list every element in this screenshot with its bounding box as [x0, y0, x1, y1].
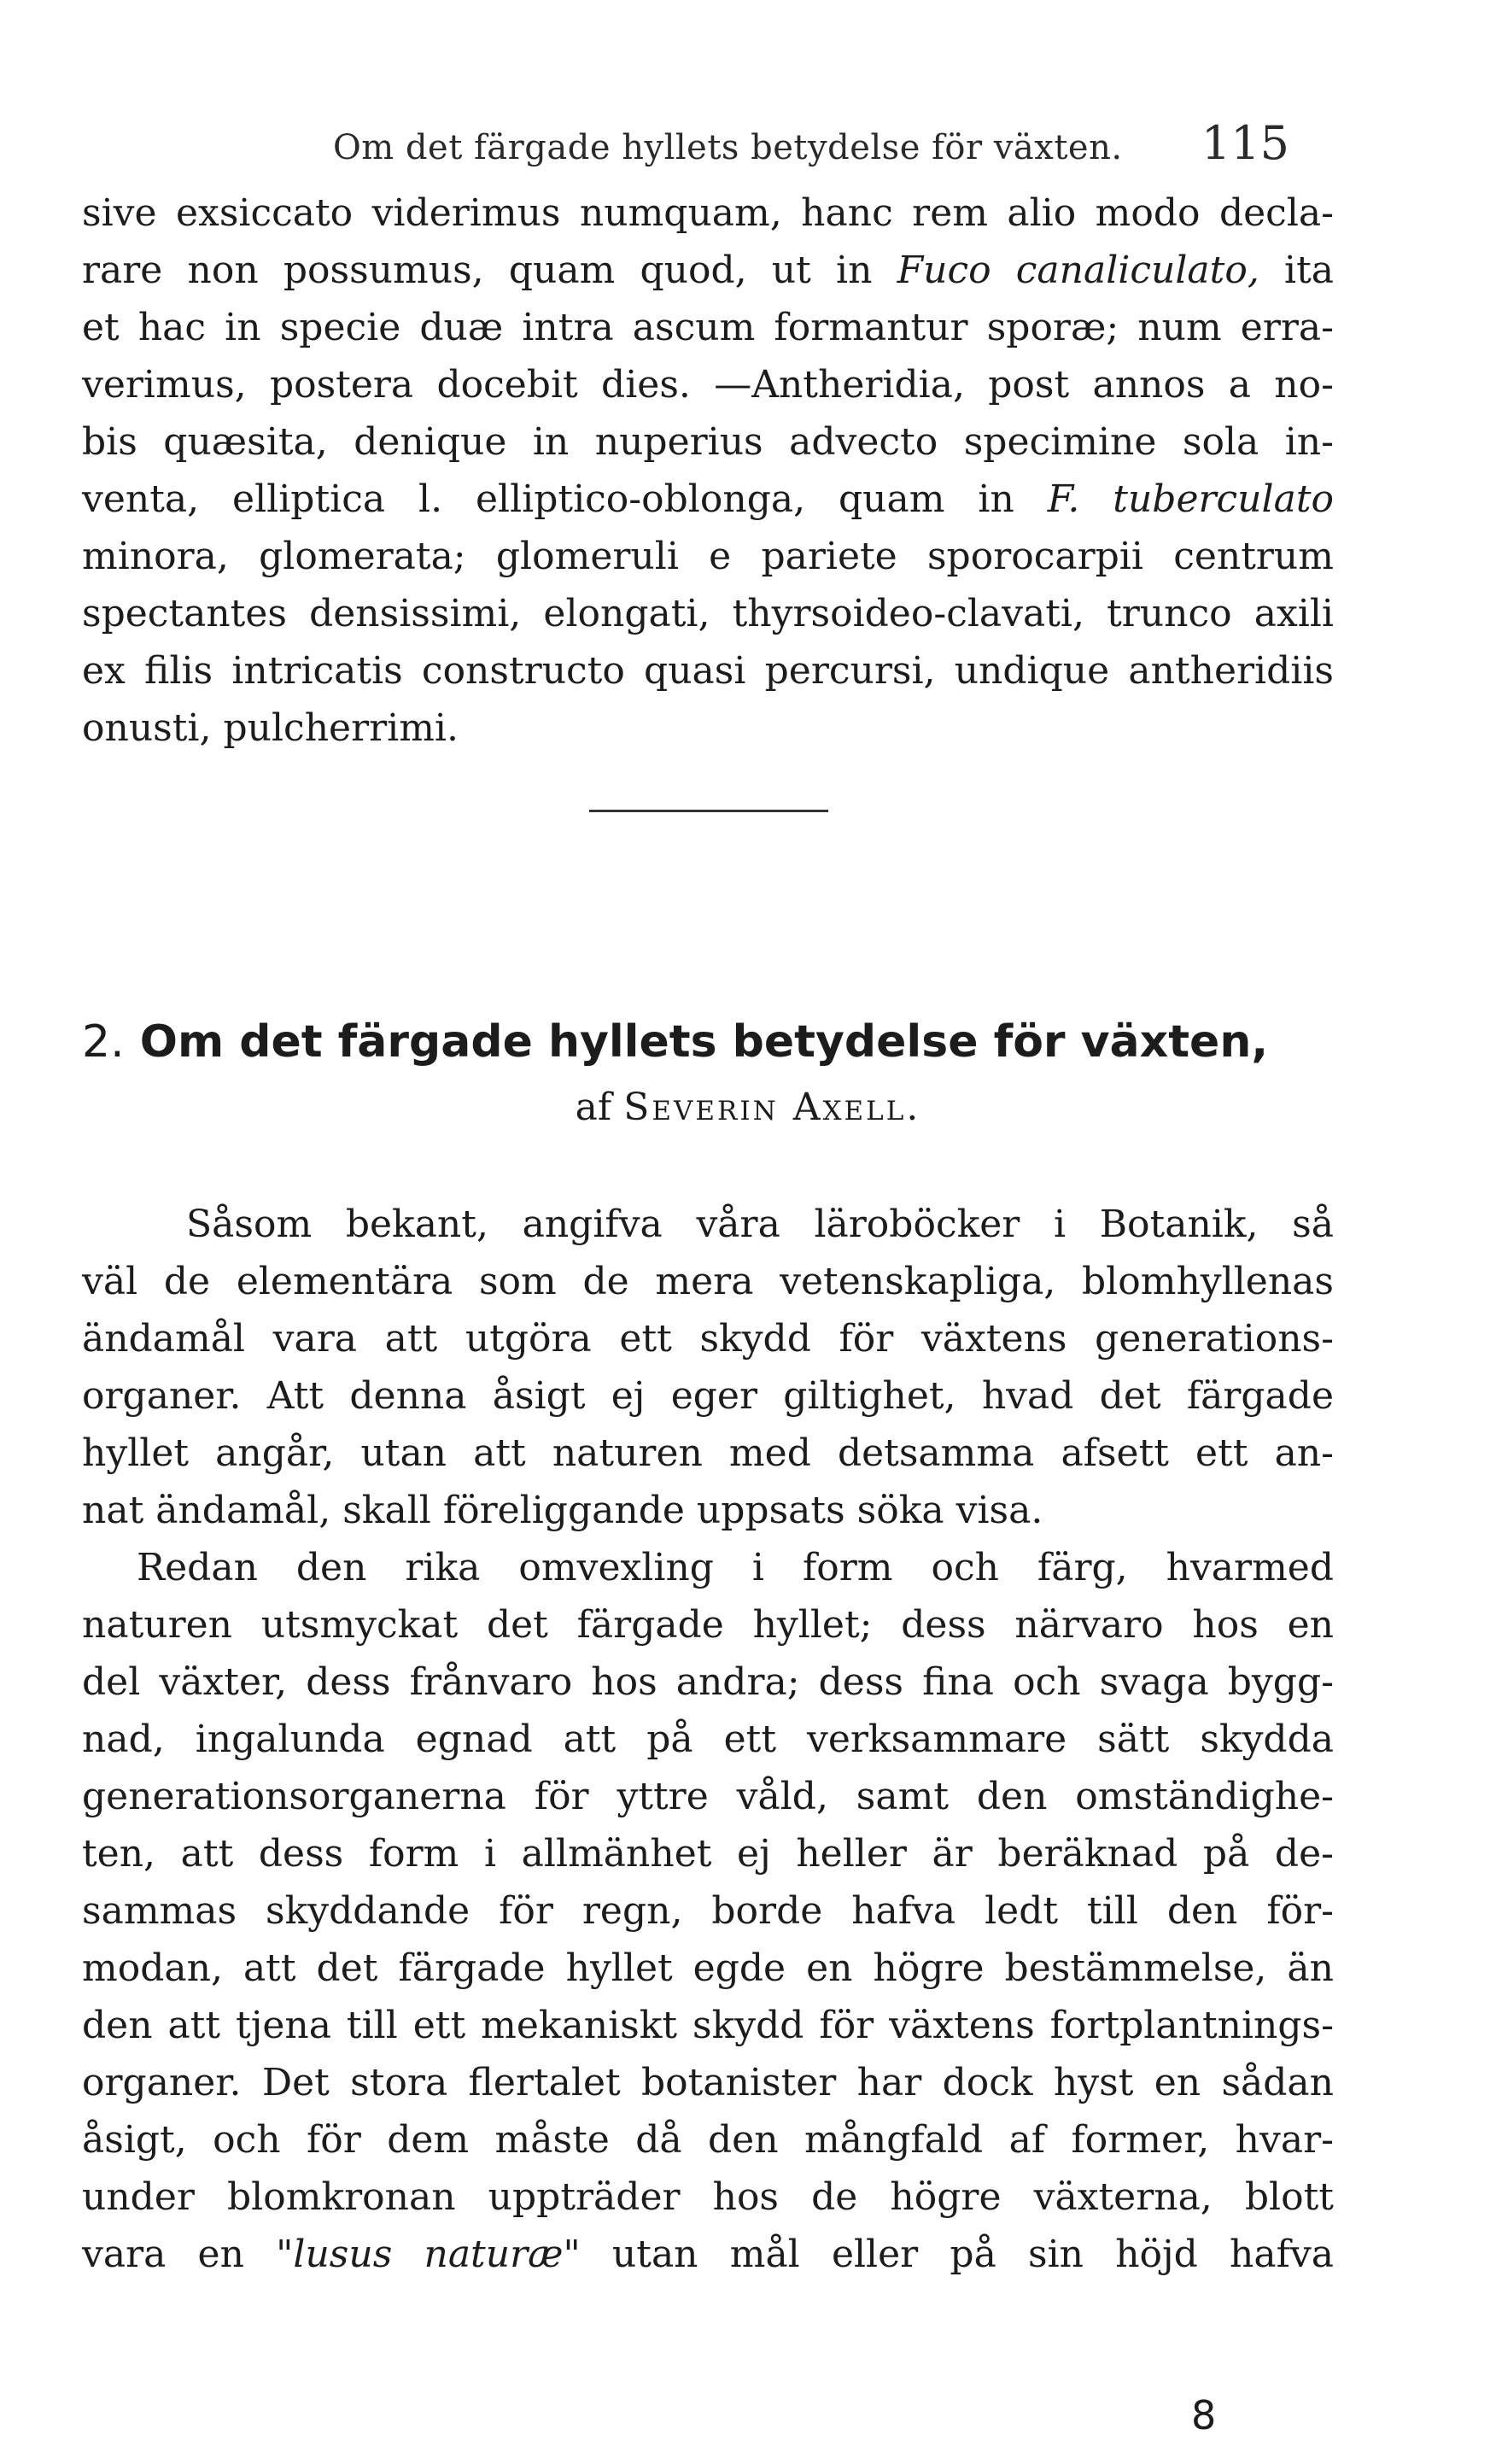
paragraph-first-line: Redan den rika omvexling i form och färg, hvarmed — [137, 1546, 1334, 1589]
author-name: Severin Axell. — [623, 1086, 921, 1129]
signature-mark: 8 — [1191, 2392, 1217, 2438]
text-line: generationsorganerna för yttre våld, samt den omständighe- — [82, 1775, 1334, 1818]
text-line: åsigt, och för dem måste då den mångfald af former, hvar- — [82, 2118, 1334, 2162]
article-title — [82, 1008, 1334, 1076]
text-line: ex filis intricatis constructo quasi percursi, undique antheridiis — [82, 649, 1334, 693]
text-line: hyllet angår, utan att naturen med detsamma afsett ett an- — [82, 1431, 1334, 1475]
paragraph-first-line: Såsom bekant, angifva våra läroböcker i Botanik, så — [186, 1203, 1334, 1246]
page-number: 115 — [1201, 116, 1289, 170]
text-line: vara en "lusus naturæ" utan mål eller på sin höjd hafva — [82, 2233, 1334, 2276]
text-line: naturen utsmyckat det färgade hyllet; dess närvaro hos en — [82, 1603, 1334, 1647]
text-line: under blomkronan uppträder hos de högre växterna, blott — [82, 2175, 1334, 2219]
text-line: sive exsiccato viderimus numquam, hanc rem alio modo decla- — [82, 191, 1334, 235]
text-line: et hac in specie duæ intra ascum formantur sporæ; num erra- — [82, 306, 1334, 349]
text-line: ändamål vara att utgöra ett skydd för växtens generations- — [82, 1317, 1334, 1361]
text-line: venta, elliptica l. elliptico-oblonga, quam in F. tuberculato — [82, 477, 1334, 521]
text-line: nat ändamål, skall föreliggande uppsats söka visa. — [82, 1489, 1043, 1532]
text-line: onusti, pulcherrimi. — [82, 706, 459, 750]
text-line: ten, att dess form i allmänhet ej heller är beräknad på de- — [82, 1832, 1334, 1876]
article-byline: af Severin Axell. — [575, 1086, 921, 1129]
italic-species-name: Fuco canaliculato, — [897, 249, 1259, 292]
text-line: spectantes densissimi, elongati, thyrsoideo-clavati, trunco axili — [82, 592, 1334, 635]
text-line: del växter, dess frånvaro hos andra; dess fina och svaga bygg- — [82, 1660, 1334, 1704]
text-line: modan, att det färgade hyllet egde en högre bestämmelse, än — [82, 1946, 1334, 1990]
text-line: minora, glomerata; glomeruli e pariete sporocarpii centrum — [82, 535, 1334, 578]
italic-species-name: F. tuberculato — [1047, 477, 1334, 521]
text-line: den att tjena till ett mekaniskt skydd för växtens fortplantnings- — [82, 2004, 1334, 2047]
text-line: organer. Att denna åsigt ej eger giltighet, hvad det färgade — [82, 1374, 1334, 1418]
text-line: organer. Det stora flertalet botanister har dock hyst en sådan — [82, 2061, 1334, 2104]
text-line: väl de elementära som de mera vetenskapliga, blomhyllenas — [82, 1260, 1334, 1303]
text-line: bis quæsita, denique in nuperius advecto specimine sola in- — [82, 420, 1334, 464]
section-divider — [589, 810, 828, 812]
text-line: rare non possumus, quam quod, ut in Fuco canaliculato, ita — [82, 249, 1334, 292]
running-title: Om det färgade hyllets betydelse för växten. — [333, 128, 1123, 167]
page-header — [333, 116, 1289, 179]
text-line: sammas skyddande för regn, borde hafva ledt till den för- — [82, 1889, 1334, 1933]
italic-phrase: "lusus naturæ" — [276, 2233, 581, 2276]
article-title-text: Om det färgade hyllets betydelse för växten, — [139, 1016, 1269, 1068]
article-number: 2. — [82, 1016, 125, 1068]
text-line: nad, ingalunda egnad att på ett verksammare sätt skydda — [82, 1718, 1334, 1761]
text-line: verimus, postera docebit dies. —Antheridia, post annos a no- — [82, 363, 1334, 407]
